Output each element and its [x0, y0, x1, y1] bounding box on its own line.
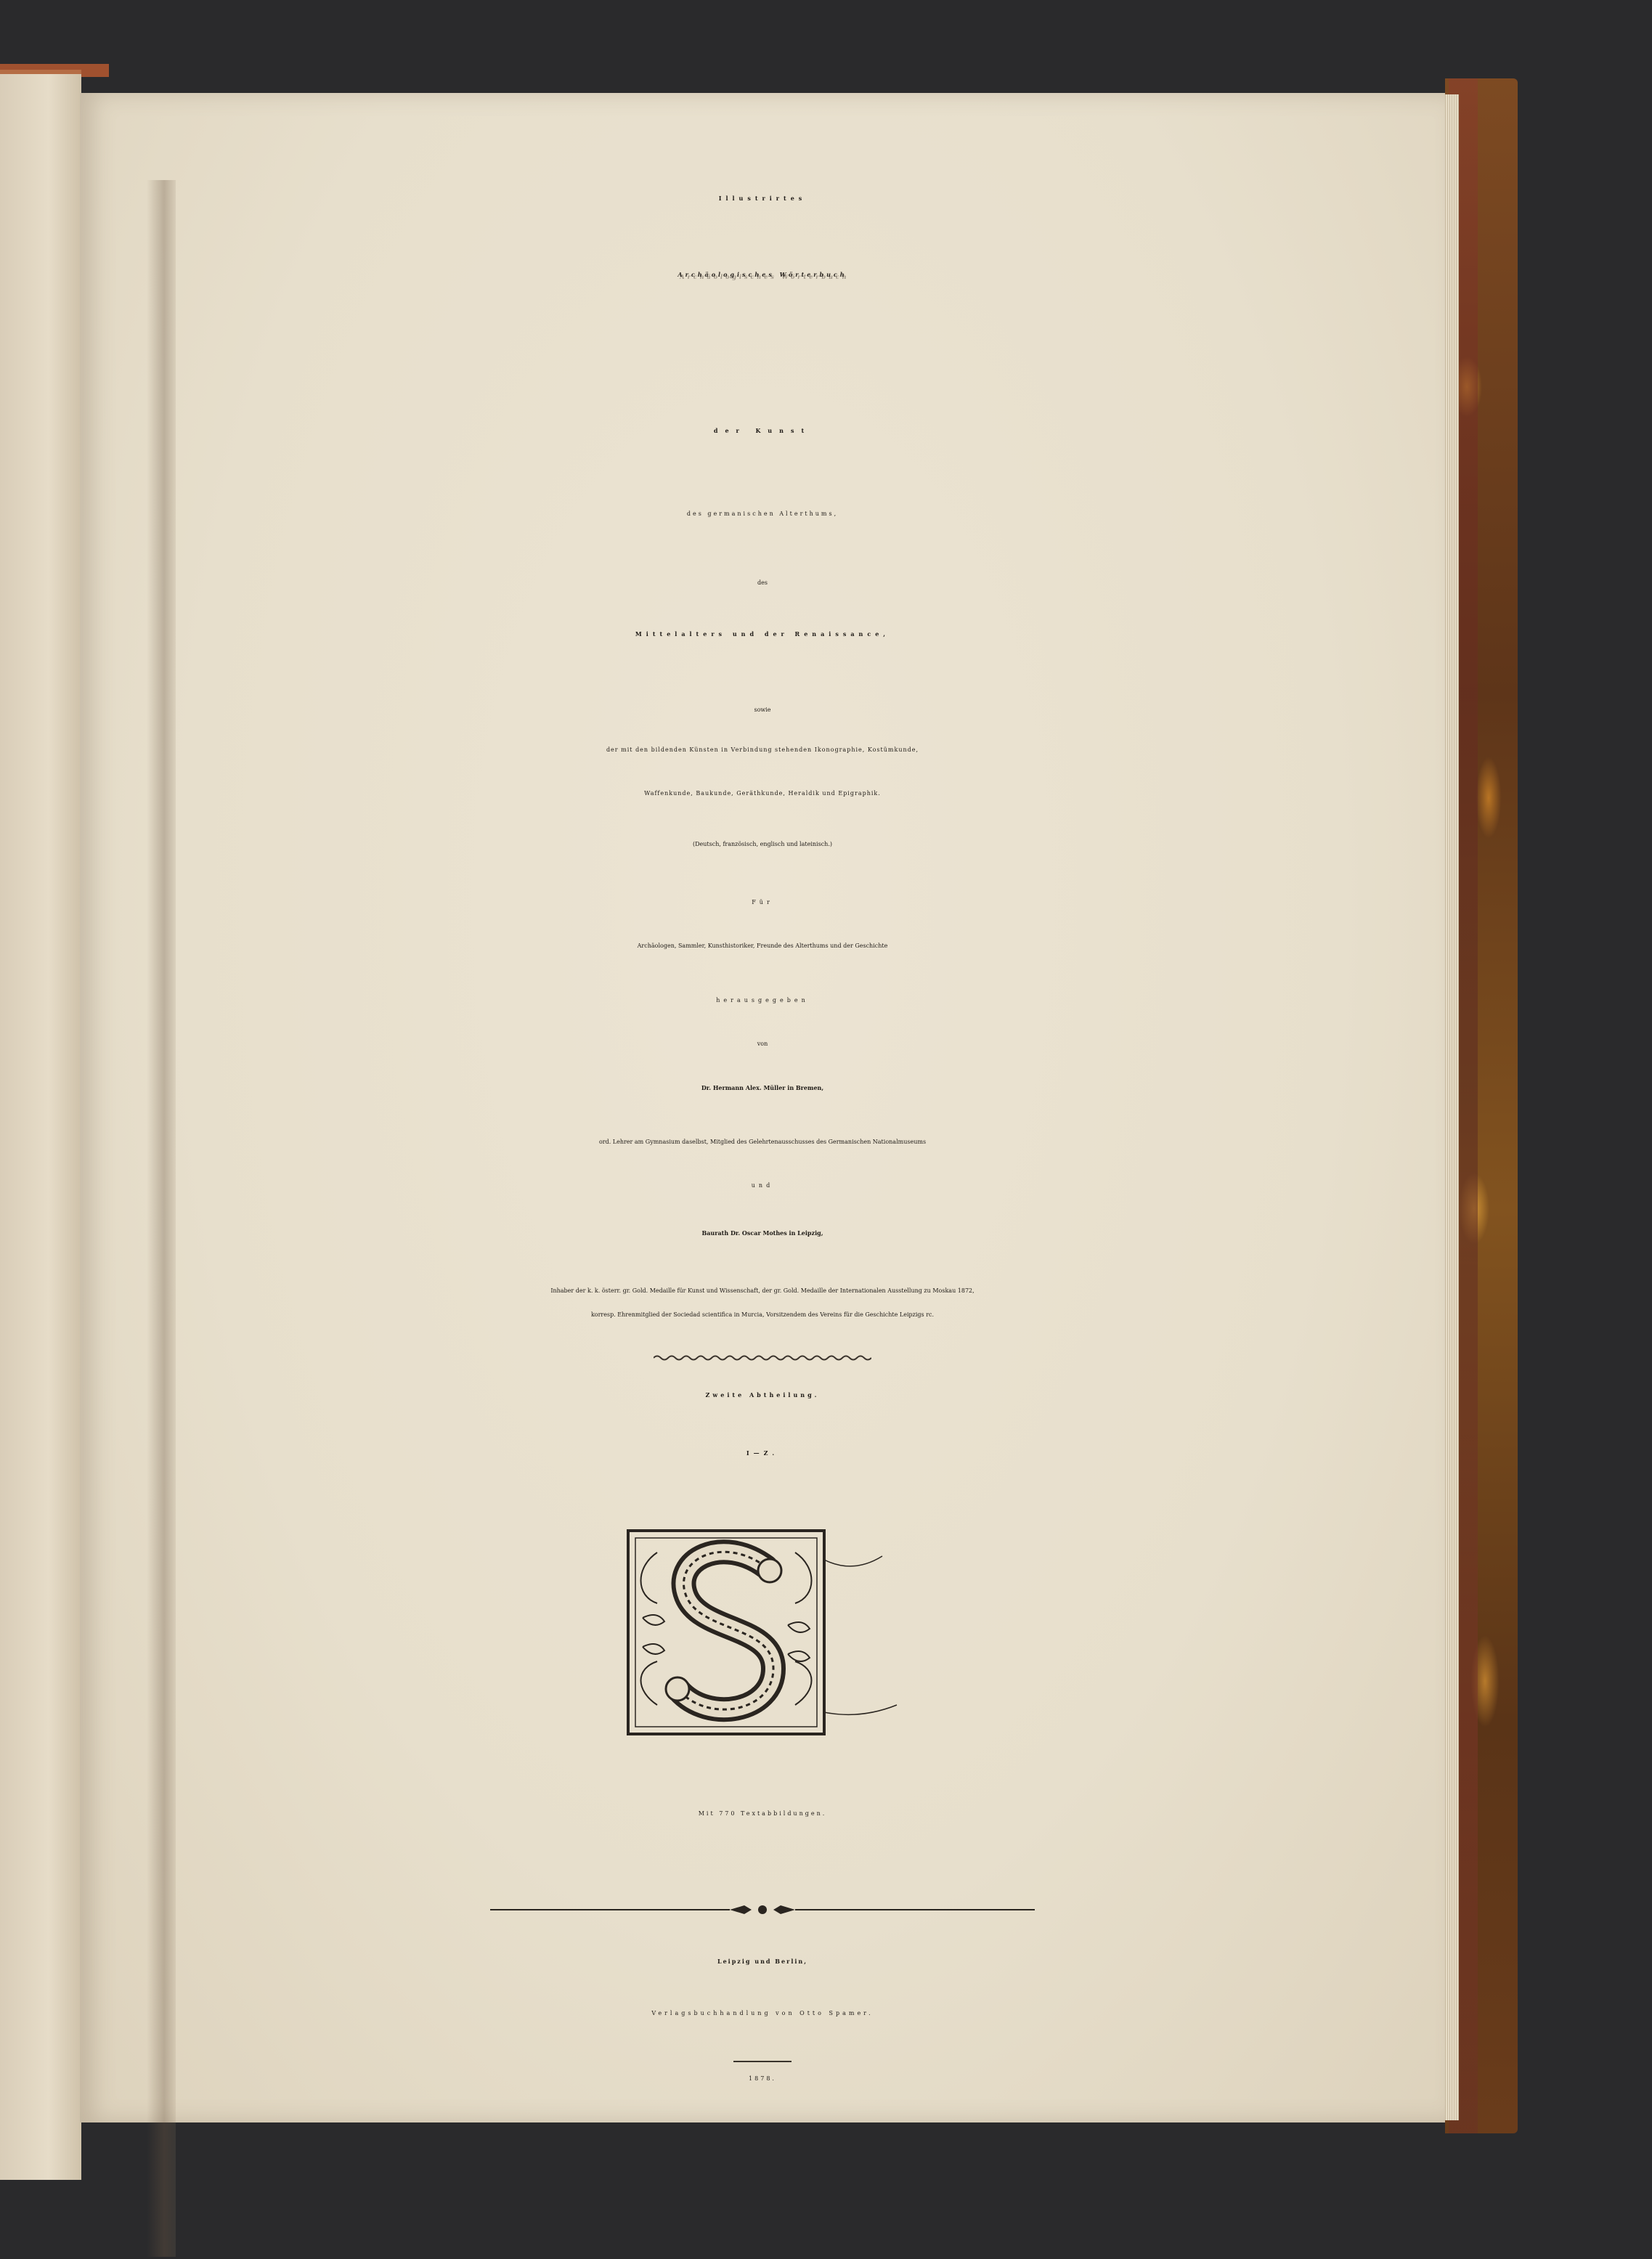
subject-line-1: der mit den bildenden Künsten in Verbindung stehenden Ikonographie, Kostümkunde,: [606, 746, 919, 753]
year-rule: [733, 2061, 792, 2062]
und-label: und: [751, 1182, 774, 1189]
place-of-publication: Leipzig und Berlin,: [717, 1958, 808, 1965]
kicker-illustrirtes: Illustrirtes: [718, 195, 807, 202]
author-2-affiliation-line-1: Inhaber der k. k. österr. gr. Gold. Medaille für Kunst und Wissenschaft, der gr. Gold. Medaille der Internationalen Ausstellung zu Moskau 1872,: [550, 1287, 974, 1294]
languages-note: (Deutsch, französisch, englisch und lateinisch.): [692, 841, 832, 847]
von-label: von: [757, 1041, 768, 1047]
author-1-affiliation: ord. Lehrer am Gymnasium daselbst, Mitglied des Gelehrtenausschusses des Germanischen Nationalmuseums: [598, 1139, 927, 1145]
wavy-divider: [654, 1353, 871, 1363]
title-page: [80, 93, 1445, 2122]
publication-year: 1878.: [749, 2075, 776, 2082]
publisher: Verlagsbuchhandlung von Otto Spamer.: [651, 2010, 874, 2016]
facing-page-edge: [0, 70, 81, 2180]
author-1: Dr. Hermann Alex. Müller in Bremen,: [701, 1084, 824, 1091]
subtitle-der-kunst: der Kunst: [713, 427, 812, 434]
for-label: Für: [752, 899, 773, 905]
title-page-content: [80, 93, 1445, 2122]
subtitle-germanischen: des germanischen Alterthums,: [686, 510, 839, 517]
volume-range: I—Z.: [746, 1449, 779, 1457]
subtitle-mittelalters: Mittelalters und der Renaissance,: [635, 630, 890, 638]
ornamental-rule: [490, 1902, 1035, 1917]
author-2: Baurath Dr. Oscar Mothes in Leipzig,: [701, 1229, 823, 1237]
edited-by-label: herausgegeben: [716, 997, 809, 1004]
author-2-affiliation-line-2: korresp. Ehrenmitglied der Sociedad scientifica in Murcia, Vorsitzendem des Vereins für die Geschichte Leipzigs rc.: [590, 1311, 935, 1318]
subject-line-2: Waffenkunde, Baukunde, Geräthkunde, Heraldik und Epigraphik.: [644, 790, 881, 797]
main-title: Archäologisches Wörterbuch: [678, 271, 847, 278]
subtitle-des: des: [757, 579, 768, 586]
audience-line: Archäologen, Sammler, Kunsthistoriker, Freunde des Alterthums und der Geschichte: [637, 943, 888, 949]
decorated-initial-s-icon: [614, 1516, 911, 1756]
subtitle-sowie: sowie: [754, 707, 771, 713]
illustrations-note: Mit 770 Textabbildungen.: [698, 1810, 827, 1817]
volume-label: Zweite Abtheilung.: [705, 1391, 820, 1399]
